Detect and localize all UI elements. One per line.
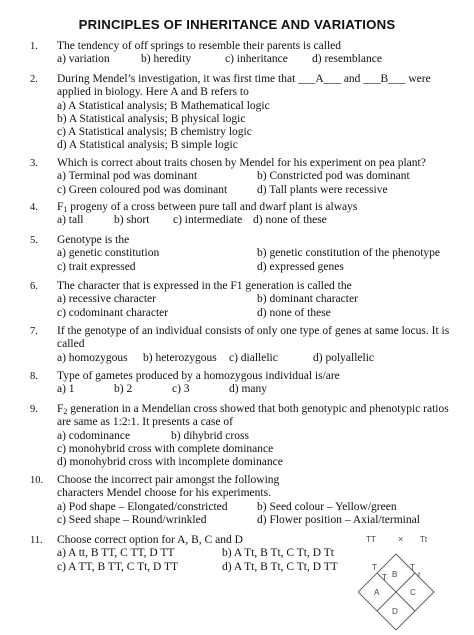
option-a: a) Pod shape – Elongated/constricted	[57, 500, 228, 513]
option-d: d) A Tt, B Tt, C Tt, D TT	[222, 560, 338, 573]
box-d-label: D	[392, 607, 398, 616]
option-b: b) Seed colour – Yellow/green	[257, 500, 397, 513]
box-a-label: A	[374, 588, 380, 597]
option-c: c) codominant character	[57, 306, 169, 319]
question-number: 1.	[30, 41, 38, 52]
generation-subscript: 1	[63, 205, 68, 214]
option-a: a) homozygous	[57, 351, 128, 364]
question-stem: Choose correct option for A, B, C and D	[57, 534, 243, 546]
question-stem: During Mendel’s investigation, it was first time that ___A___ and ___B___ were	[57, 73, 431, 85]
question-stem	[57, 403, 457, 416]
parent-right-label: Tt	[420, 535, 428, 544]
option-d: d) many	[229, 383, 268, 396]
option-b: b) dihybrid cross	[171, 429, 249, 442]
option-c: c) monohybrid cross with complete dominance	[57, 442, 274, 455]
question-stem	[57, 201, 457, 214]
option-c: c) diallelic	[229, 351, 278, 364]
option-a: a) codominance	[57, 429, 131, 442]
option-d: d) Flower position – Axial/terminal	[257, 513, 420, 526]
stem-suffix: progeny of a cross between pure tall and dwarf plant is always	[67, 201, 358, 213]
question-stem: The character that is expressed in the F1 generation is called the	[57, 280, 352, 292]
cross-symbol: ×	[398, 534, 404, 544]
option-b: b) A Tt, B Tt, C Tt, D Tt	[222, 547, 334, 560]
question-number: 4.	[30, 202, 38, 213]
option-a: a) genetic constitution	[57, 247, 160, 260]
punnett-svg	[358, 528, 458, 630]
box-b-label: B	[392, 570, 398, 579]
question-number: 6.	[30, 281, 38, 292]
question-stem: characters Mendel choose for his experiments.	[57, 487, 271, 500]
option-b: b) A Statistical analysis; B physical logic	[57, 112, 246, 125]
option-c: c) Green coloured pod was dominant	[57, 183, 228, 196]
option-b: b) short	[114, 214, 150, 227]
gamete-right-2: t	[418, 571, 421, 580]
question-stem: If the genotype of an individual consists of only one type of genes at same locus. It is	[57, 325, 450, 337]
question-stem: applied in biology. Here A and B refers to	[57, 86, 249, 99]
option-c: c) A Statistical analysis; B chemistry logic	[57, 126, 252, 139]
question-number: 2.	[30, 74, 38, 85]
option-b: b) Constricted pod was dominant	[257, 170, 410, 183]
option-c: c) 3	[172, 383, 190, 396]
generation-subscript: 2	[63, 407, 68, 416]
stem-prefix: F	[57, 201, 64, 213]
question-number: 7.	[30, 326, 38, 337]
gamete-left-2: T	[382, 573, 387, 582]
option-d: d) A Statistical analysis; B simple logic	[57, 139, 238, 152]
option-a: a) A Statistical analysis; B Mathematical logic	[57, 99, 270, 112]
punnett-diagram	[358, 528, 458, 630]
option-d: d) expressed genes	[257, 260, 344, 273]
option-d: d) none of these	[253, 214, 327, 227]
question-number: 9.	[30, 404, 38, 415]
option-a: a) A tt, B TT, C TT, D TT	[57, 547, 175, 560]
question-stem: are same as 1:2:1. It presents a case of	[57, 416, 233, 429]
option-b: b) genetic constitution of the phenotype	[257, 247, 440, 260]
option-c: c) inheritance	[225, 53, 288, 66]
option-d: d) polyallelic	[313, 351, 374, 364]
option-b: b) dominant character	[257, 293, 358, 306]
option-b: b) 2	[114, 383, 133, 396]
option-c: c) intermediate	[173, 214, 243, 227]
option-b: b) heredity	[141, 53, 192, 66]
parent-left-label: TT	[366, 535, 376, 544]
option-d: d) Tall plants were recessive	[257, 183, 388, 196]
option-a: a) tall	[57, 214, 84, 227]
question-number: 11.	[30, 535, 43, 546]
option-a: a) 1	[57, 383, 75, 396]
question-number: 8.	[30, 371, 38, 382]
option-d: d) resemblance	[312, 53, 382, 66]
option-a: a) variation	[57, 53, 110, 66]
option-a: a) recessive character	[57, 293, 156, 306]
question-stem: called	[57, 338, 85, 351]
option-d: d) monohybrid cross with incomplete dominance	[57, 456, 283, 469]
option-c: c) trait expressed	[57, 260, 136, 273]
stem-prefix: F	[57, 403, 64, 415]
question-stem: Choose the incorrect pair amongst the following	[57, 474, 280, 486]
question-stem: Which is correct about traits chosen by Mendel for his experiment on pea plant?	[57, 157, 426, 169]
option-b: b) heterozygous	[143, 351, 217, 364]
gamete-left-1: T	[372, 563, 377, 572]
stem-suffix: generation in a Mendelian cross showed that both genotypic and phenotypic ratios	[67, 403, 449, 415]
option-c: c) Seed shape – Round/wrinkled	[57, 513, 207, 526]
option-c: c) A TT, B TT, C Tt, D TT	[57, 560, 179, 573]
question-stem: Genotype is the	[57, 234, 130, 246]
option-a: a) Terminal pod was dominant	[57, 170, 198, 183]
question-number: 5.	[30, 235, 38, 246]
box-c-label: C	[410, 588, 416, 597]
gamete-right-1: T	[410, 563, 415, 572]
page-title: PRINCIPLES OF INHERITANCE AND VARIATIONS	[78, 17, 396, 32]
option-d: d) none of these	[257, 306, 331, 319]
question-stem: Type of gametes produced by a homozygous individual is/are	[57, 370, 340, 382]
question-number: 10.	[30, 475, 44, 486]
question-stem: The tendency of off springs to resemble their parents is called	[57, 40, 342, 52]
question-number: 3.	[30, 158, 38, 169]
